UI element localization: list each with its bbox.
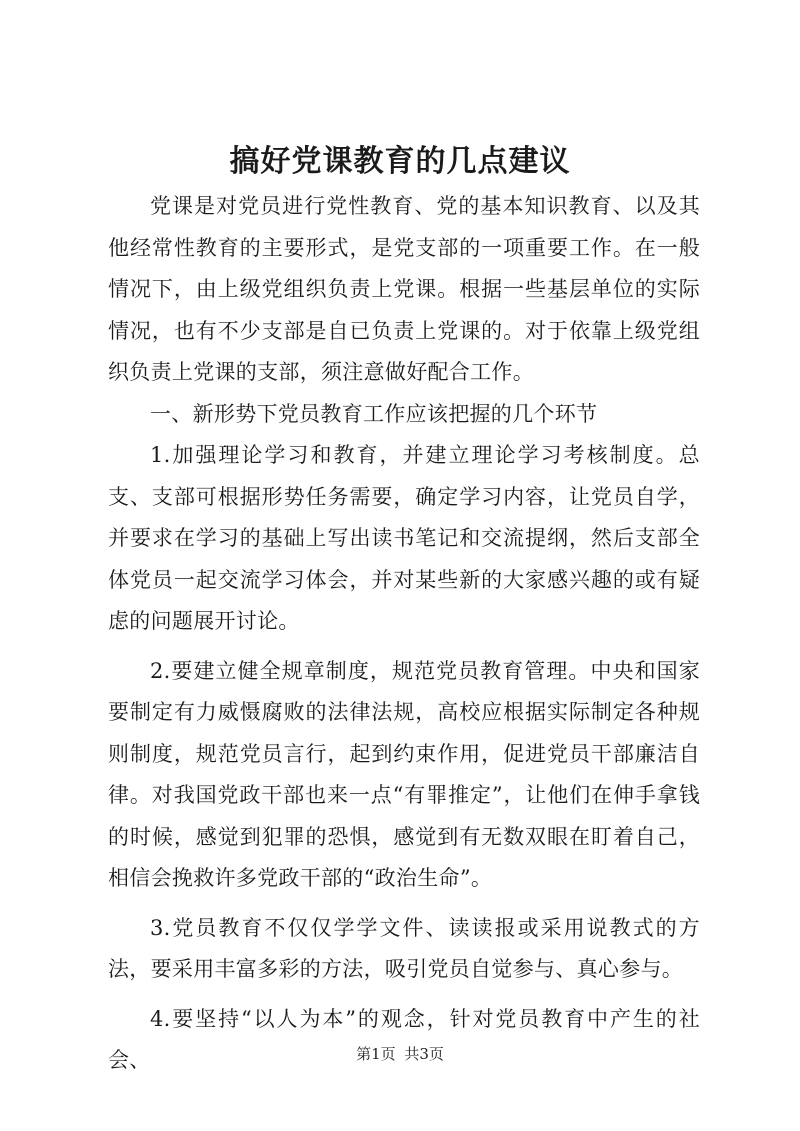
- page-number: 第1页: [356, 1045, 396, 1063]
- paragraph-point-1: 1.加强理论学习和教育，并建立理论学习考核制度。总支、支部可根据形势任务需要，确定学习内容，让党员自学，并要求在学习的基础上写出读书笔记和交流提纲，然后支部全体党员一起交流学习体会，并对某些新的大家感兴趣的或有疑虑的问题展开讨论。: [108, 443, 700, 633]
- paragraph-point-3: 3.党员教育不仅仅学学文件、读读报或采用说教式的方法，要采用丰富多彩的方法，吸引党员自觉参与、真心参与。: [108, 915, 700, 981]
- paragraph-point-4: 4.要坚持“以人为本”的观念，针对党员教育中产生的社会、: [108, 1006, 700, 1072]
- section-heading: 一、新形势下党员教育工作应该把握的几个环节: [150, 401, 598, 426]
- paragraph-point-2: 2.要建立健全规章制度，规范党员教育管理。中央和国家要制定有力威慑腐败的法律法规，高校应根据实际制定各种规则制度，规范党员言行，起到约束作用，促进党员干部廉洁自律。对我国党政干部也来一点“有罪推定”，让他们在伸手拿钱的时候，感觉到犯罪的恐惧，感觉到有无数双眼在盯着自己，相信会挽救许多党政干部的“政治生命”。: [108, 658, 700, 890]
- page-total: 共3页: [404, 1045, 444, 1063]
- document-title: 搞好党课教育的几点建议: [229, 144, 571, 179]
- document-body: [108, 186, 700, 1082]
- paragraph-intro: 党课是对党员进行党性教育、党的基本知识教育、以及其他经常性教育的主要形式，是党支部的一项重要工作。在一般情况下，由上级党组织负责上党课。根据一些基层单位的实际情况，也有不少支部是自已负责上党课的。对于依靠上级党组织负责上党课的支部，须注意做好配合工作。: [108, 194, 700, 384]
- page-footer: [0, 1044, 800, 1064]
